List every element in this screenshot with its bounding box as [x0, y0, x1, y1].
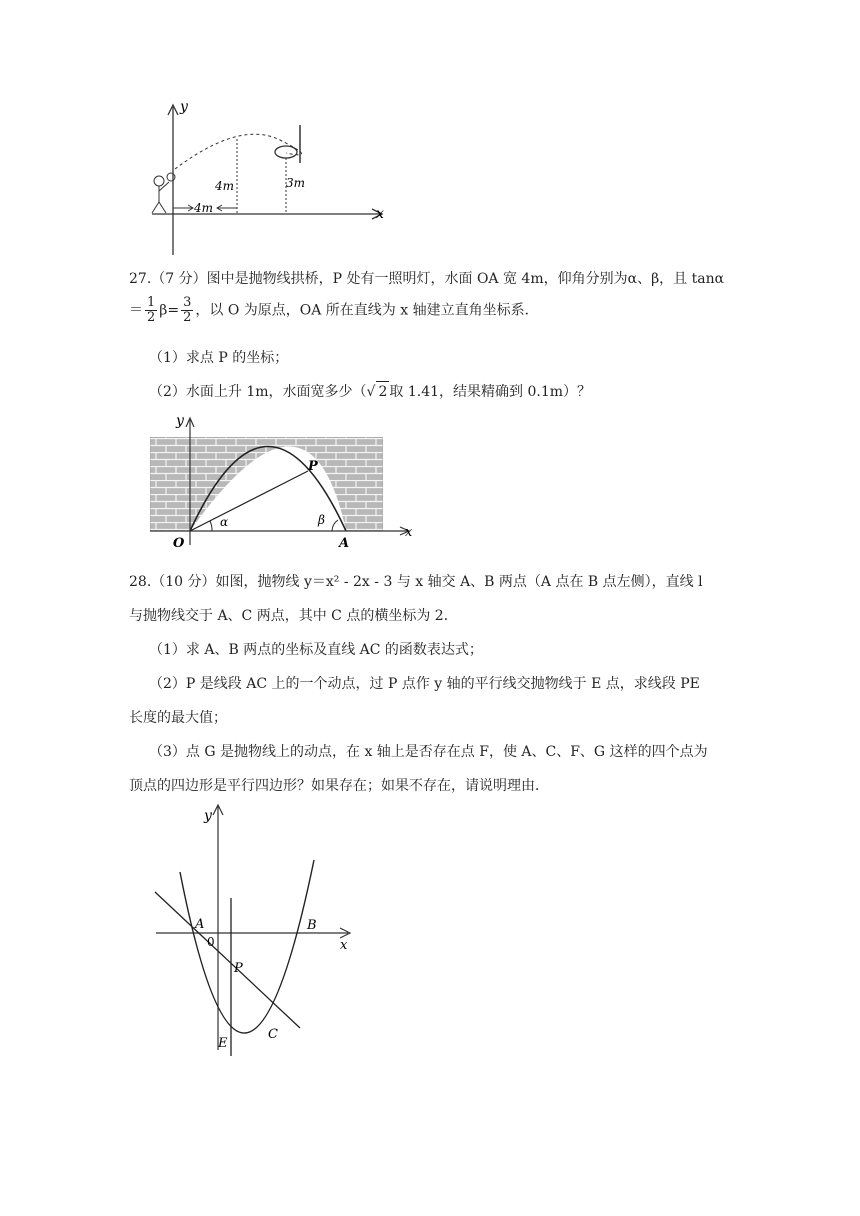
x-axis-label: x — [405, 525, 413, 540]
q27-fraction-2-den: 2 — [183, 310, 192, 325]
line-AC — [155, 892, 300, 1028]
q27-sqrt-value: 2 — [376, 381, 389, 402]
point-O-label: O — [173, 536, 185, 551]
q28-part2-line1: （2）P 是线段 AC 上的一个动点，过 P 点作 y 轴的平行线交抛物线于 E 点，求线段 PE — [149, 676, 700, 692]
q28-part3-line1: （3）点 G 是抛物线上的动点，在 x 轴上是否存在点 F，使 A、C、F、G 这样的四个点为 — [149, 744, 708, 760]
hoop-height-label: 3m — [286, 176, 306, 190]
beta-label: β — [318, 513, 325, 527]
horizontal-distance-label: 4m — [194, 201, 214, 215]
point-P-label: P — [308, 459, 318, 474]
y-axis-label: y — [180, 99, 188, 115]
q28-stem-line1: 28.（10 分）如图，抛物线 y＝x² ‑ 2x ‑ 3 与 x 轴交 A、B 两点（A 点在 B 点左侧），直线 l — [129, 574, 703, 590]
ball-trajectory-2 — [175, 138, 280, 169]
brick-wall — [150, 437, 383, 531]
q27-fraction-2-num: 3 — [183, 295, 192, 310]
point-E-label: E — [218, 1036, 228, 1051]
ball-trajectory — [175, 134, 302, 169]
q27-fraction-2 — [181, 296, 193, 325]
q27-fraction-1-num: 1 — [147, 295, 156, 310]
figure-basketball-throw — [140, 95, 400, 260]
q28-stem-line2: 与抛物线交于 A、C 两点，其中 C 点的横坐标为 2． — [129, 608, 458, 624]
origin-label: 0 — [207, 935, 215, 949]
x-axis-label: x — [376, 206, 384, 222]
q28-part2-line2: 长度的最大值； — [129, 710, 227, 726]
x-axis-label: x — [340, 938, 348, 953]
q27-fraction-1-den: 2 — [147, 310, 156, 325]
q27-part1: （1）求点 P 的坐标； — [149, 350, 289, 366]
hoop — [275, 146, 297, 158]
q27-part2 — [149, 381, 591, 402]
point-P-label: P — [234, 961, 243, 976]
person-leg-right — [159, 202, 166, 213]
point-A-label: A — [195, 917, 205, 932]
alpha-arc — [210, 521, 212, 531]
alpha-label: α — [220, 515, 229, 529]
person-leg-left — [152, 202, 159, 213]
q27-beta: β — [159, 302, 168, 319]
parabola — [180, 860, 314, 1033]
y-axis-label: y — [176, 413, 184, 429]
q27-equals: ＝ — [129, 302, 143, 319]
q28-part3-line2: 顶点的四边形是平行四边形？如果存在；如果不存在，请说明理由． — [129, 778, 549, 794]
q27-part2-a: （2）水面上升 1m，水面宽多少（ — [149, 384, 367, 400]
point-A-label: A — [339, 536, 350, 551]
q27-equals-2: = — [167, 302, 180, 319]
q27-part2-b: 取 1.41，结果精确到 0.1m）？ — [389, 384, 592, 400]
y-axis-label: y — [204, 808, 212, 824]
person-head — [154, 176, 164, 186]
q27-stem-line2-rest: ，以 O 为原点，OA 所在直线为 x 轴建立直角坐标系． — [195, 302, 539, 319]
q27-fraction-1 — [145, 296, 157, 325]
point-C-label: C — [268, 1027, 278, 1042]
person-arm — [159, 182, 169, 191]
q27-stem-line2 — [129, 296, 539, 325]
point-B-label: B — [307, 918, 317, 933]
figure-parabola-line — [150, 800, 360, 1075]
beta-arc — [332, 520, 338, 531]
apex-height-label: 4m — [215, 179, 235, 193]
ball — [167, 173, 175, 181]
q27-stem-line1: 27.（7 分）图中是抛物线拱桥，P 处有一照明灯，水面 OA 宽 4m，仰角分别为α、β，且 tanα — [129, 271, 725, 287]
figure-arch-bridge — [146, 410, 418, 552]
sqrt-sign: √ — [366, 384, 376, 400]
q28-part1: （1）求 A、B 两点的坐标及直线 AC 的函数表达式； — [149, 642, 483, 658]
